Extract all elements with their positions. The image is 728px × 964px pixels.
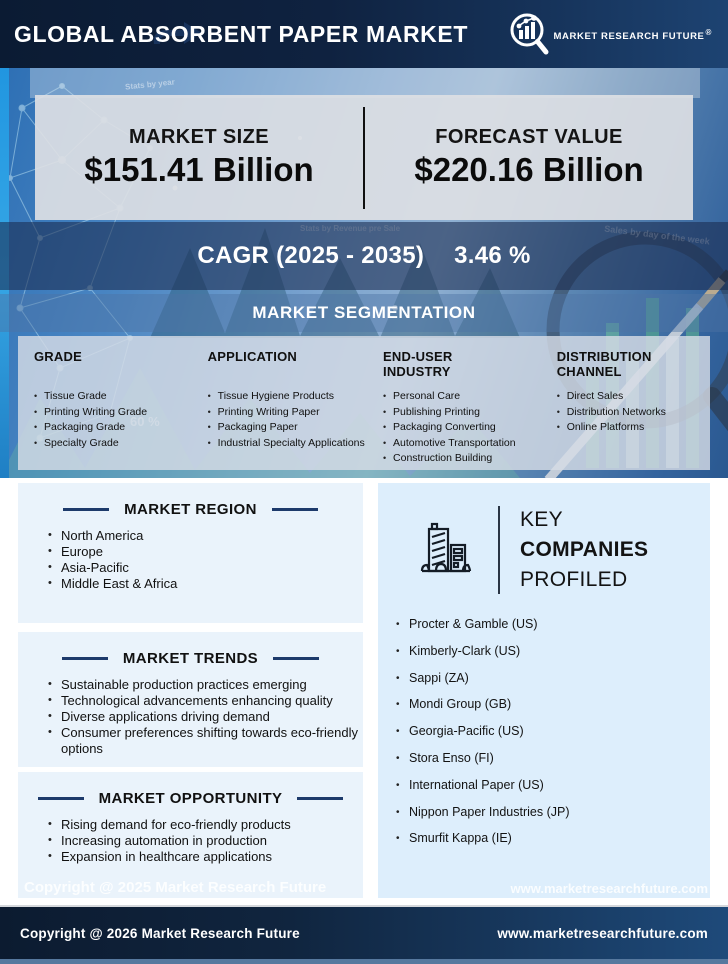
footer-copyright: Copyright @ 2026 Market Research Future [20,925,300,941]
header-bar [0,0,728,68]
market-region-list [48,528,363,592]
bg-text-stats-by-year: Stats by year [124,77,176,92]
footer-bar [0,905,728,959]
segment-heading: DISTRIBUTION CHANNEL [556,349,652,379]
market-size-label: MARKET SIZE [129,126,269,148]
dash-line [273,657,319,660]
market-trends-title-row [18,632,363,667]
segment-item: • Automotive Transportation [383,436,545,452]
key-companies-card [378,483,710,898]
segment-item: • Tissue Hygiene Products [208,389,371,405]
cagr-label: CAGR (2025 - 2035) [197,242,425,269]
key-companies-title [520,505,648,595]
mrf-logo-icon [506,10,554,58]
company-item: • Kimberly-Clark (US) [396,644,710,659]
dash-line [272,508,318,511]
segment-heading: APPLICATION [207,349,298,364]
market-opportunity-title-row [18,772,363,807]
forecast-value-block [365,126,693,189]
trend-item: • Technological advancements enhancing quality [48,693,363,709]
segment-item: • Specialty Grade [34,436,196,452]
trend-item: • Diverse applications driving demand [48,709,363,725]
footer-website: www.marketresearchfuture.com [497,925,708,941]
buildings-icon [414,519,476,581]
key-companies-title-line1: KEY [520,508,563,531]
key-companies-title-line3: PROFILED [520,568,628,591]
opportunity-item: • Expansion in healthcare applications [48,849,363,865]
market-region-title-row [18,483,363,518]
companies-list [396,617,710,846]
page-title: GLOBAL ABSORBENT PAPER MARKET [14,20,468,47]
segment-item: • Direct Sales [557,389,700,405]
company-item: • Mondi Group (GB) [396,697,710,712]
hero-section [0,68,728,478]
market-size-value: $151.41 Billion [84,151,314,188]
market-size-block [35,126,363,189]
segment-column-distribution-channel [549,349,704,467]
forecast-value-value: $220.16 Billion [414,151,644,188]
segment-item: • Online Platforms [557,420,700,436]
dash-line [38,797,84,800]
region-item: • North America [48,528,363,544]
segment-list-end-user-industry [383,389,545,467]
key-companies-header [378,483,710,609]
segment-item: • Personal Care [383,389,545,405]
market-opportunity-title: MARKET OPPORTUNITY [98,790,283,807]
watermark-website: www.marketresearchfuture.com [510,881,708,896]
lower-section [0,478,728,905]
dash-line [62,657,108,660]
region-item: • Middle East & Africa [48,576,363,592]
company-item: • Georgia-Pacific (US) [396,724,710,739]
segment-item: • Tissue Grade [34,389,196,405]
segment-heading: GRADE [34,349,82,364]
company-item: • International Paper (US) [396,778,710,793]
company-item: • Sappi (ZA) [396,671,710,686]
opportunity-item: • Increasing automation in production [48,833,363,849]
market-region-title: MARKET REGION [124,501,257,518]
segment-item: • Printing Writing Grade [34,405,196,421]
trend-item: • Consumer preferences shifting towards eco-friendly options [48,725,363,756]
segment-item: • Industrial Specialty Applications [208,436,371,452]
cagr-value: 3.46 % [454,242,531,269]
brand-name: MARKET RESEARCH FUTURE® [553,28,712,43]
cagr-banner [0,222,728,290]
trend-item: • Sustainable production practices emerging [48,677,363,693]
segment-item: • Packaging Grade [34,420,196,436]
segment-item: • Distribution Networks [557,405,700,421]
region-item: • Europe [48,544,363,560]
segment-item: • Packaging Paper [208,420,371,436]
market-trends-card [18,632,363,767]
company-item: • Nippon Paper Industries (JP) [396,805,710,820]
opportunity-item: • Rising demand for eco-friendly products [48,817,363,833]
company-item: • Stora Enso (FI) [396,751,710,766]
segment-column-end-user-industry [375,349,549,467]
segmentation-title-band [0,294,728,332]
dash-line [63,508,109,511]
brand-logo [506,10,712,58]
registered-mark: ® [705,28,712,37]
segmentation-title: MARKET SEGMENTATION [252,303,476,322]
forecast-value-label: FORECAST VALUE [435,126,623,148]
segment-item: • Printing Writing Paper [208,405,371,421]
segment-item: • Packaging Converting [383,420,545,436]
company-item: • Procter & Gamble (US) [396,617,710,632]
segment-column-grade [26,349,200,467]
market-trends-list [48,677,363,756]
market-trends-title: MARKET TRENDS [122,650,259,667]
segment-heading: END-USER INDUSTRY [383,349,453,379]
segment-list-grade [34,389,196,451]
region-item: • Asia-Pacific [48,560,363,576]
key-companies-title-line2: COMPANIES [520,538,649,561]
market-opportunity-list [48,817,363,865]
watermark-copyright: Copyright @ 2025 Market Research Future [24,879,327,896]
dash-line [297,797,343,800]
market-region-card [18,483,363,623]
segment-list-application [208,389,371,451]
footer-bottom-strip [0,959,728,964]
segment-item: • Construction Building [383,451,545,467]
segmentation-panel [18,336,710,470]
segment-list-distribution-channel [557,389,700,436]
segment-column-application [200,349,375,467]
company-item: • Smurfit Kappa (IE) [396,831,710,846]
vertical-divider [498,506,500,594]
market-stats-panel [35,95,693,220]
segment-item: • Publishing Printing [383,405,545,421]
